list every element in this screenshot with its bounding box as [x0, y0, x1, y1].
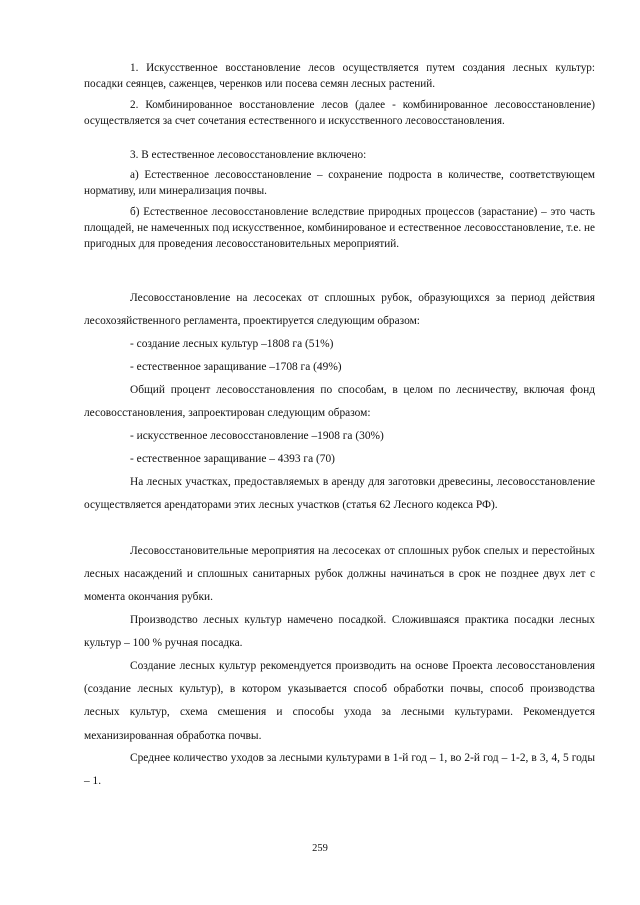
list-item-natural-overgrowth: - естественное заращивание –1708 га (49%)	[130, 361, 342, 373]
paragraph-natural-restoration-heading: 3. В естественное лесовосстановление включено:	[130, 149, 367, 161]
list-item-natural-overgrowth-total: - естественное заращивание – 4393 га (70)	[130, 453, 335, 465]
paragraph-care-frequency: Среднее количество уходов за лесными культурами в 1-й год – 1, во 2-й год – 1-2, в 3, 4, 5 годы – 1.	[84, 752, 595, 788]
paragraph-total-percentage: Общий процент лесовосстановления по способам, в целом по лесничеству, включая фонд лесовосстановления, запроектирован следующим образом:	[84, 384, 595, 420]
paragraph-restoration-project: Создание лесных культур рекомендуется производить на основе Проекта лесовосстановления (создание лесных культур), в котором указывается способ обработки почвы, способ производства лесных культур, схема смешения и способы ухода за лесными культурами. Рекомендуется механизированная обработка почвы.	[84, 660, 595, 742]
page-number: 259	[312, 843, 328, 854]
paragraph-artificial-restoration: 1. Искусственное восстановление лесов осуществляется путем создания лесных культур: посадки сеянцев, саженцев, черенков или посева семян лесных растений.	[84, 62, 595, 90]
list-item-artificial-restoration: - искусственное лесовосстановление –1908 га (30%)	[130, 430, 384, 442]
paragraph-natural-restoration-a: а) Естественное лесовосстановление – сохранение подроста в количестве, соответствующем нормативу, или минерализация почвы.	[84, 169, 595, 197]
paragraph-leased-plots: На лесных участках, предоставляемых в аренду для заготовки древесины, лесовосстановление осуществляется арендаторами этих лесных участков (статья 62 Лесного кодекса РФ).	[84, 476, 595, 512]
paragraph-combined-restoration: 2. Комбинированное восстановление лесов (далее - комбинированное лесовосстановление) осуществляется за счет сочетания естественного и искусственного лесовосстановления.	[84, 99, 595, 127]
paragraph-restoration-deadline: Лесовосстановительные мероприятия на лесосеках от сплошных рубок спелых и перестойных лесных насаждений и сплошных санитарных рубок должны начинаться в срок не позднее двух лет с момента окончания рубки.	[84, 545, 595, 604]
paragraph-planting-method: Производство лесных культур намечено посадкой. Сложившаяся практика посадки лесных культур – 100 % ручная посадка.	[84, 614, 595, 650]
paragraph-natural-restoration-b: б) Естественное лесовосстановление вследствие природных процессов (зарастание) – это часть площадей, не намеченных под искусственное, комбинированое и естественное лесовосстановление, т.е. не пригодных для проведения лесовосстановительных мероприятий.	[84, 206, 595, 250]
paragraph-clearcut-restoration: Лесовосстановление на лесосеках от сплошных рубок, образующихся за период действия лесохозяйственного регламента, проектируется следующим образом:	[84, 292, 595, 328]
list-item-forest-cultures: - создание лесных культур –1808 га (51%)	[130, 338, 334, 350]
